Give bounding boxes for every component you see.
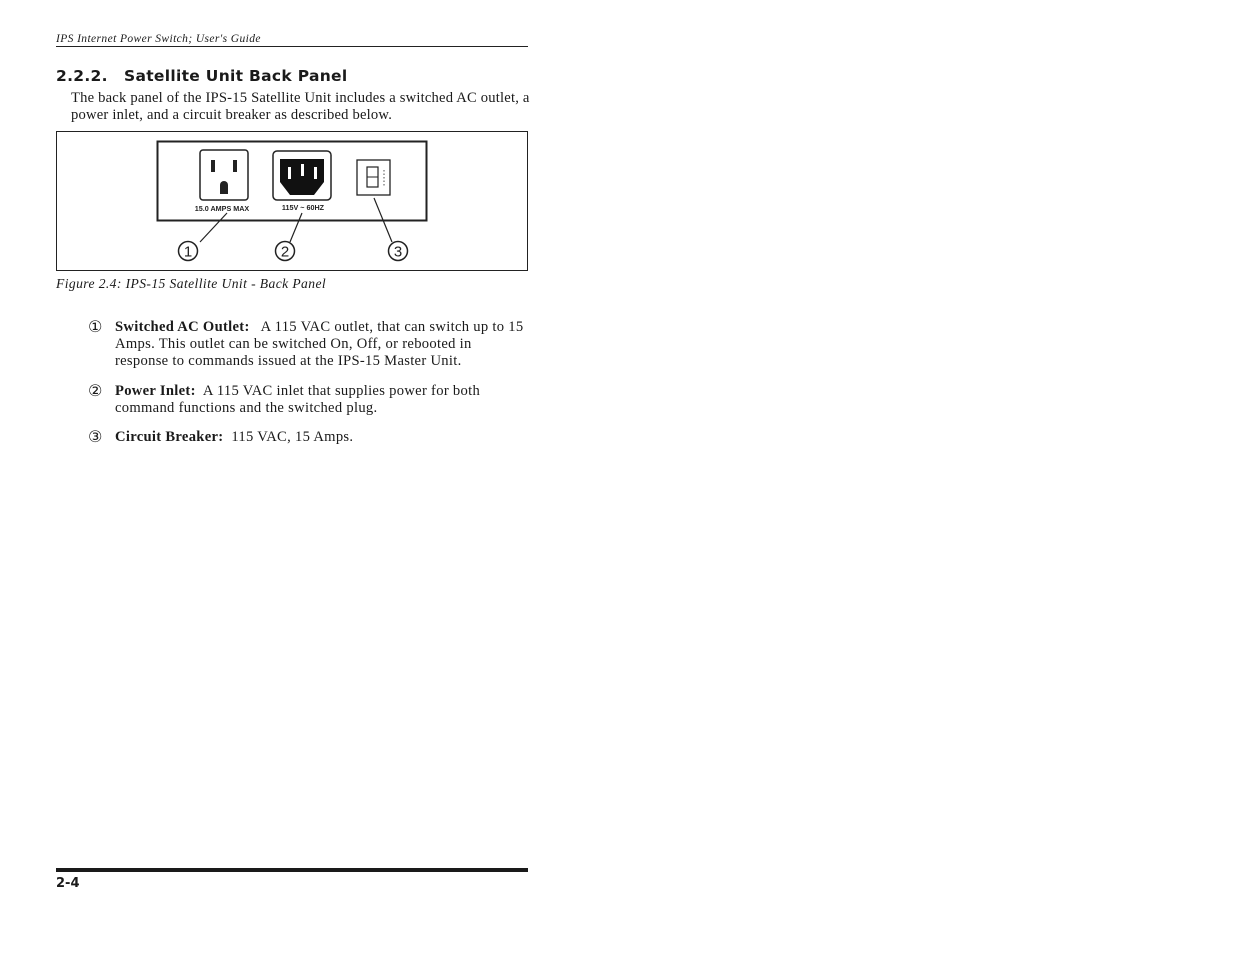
item-label: Switched AC Outlet: xyxy=(115,319,250,335)
running-header: IPS Internet Power Switch; User's Guide xyxy=(56,33,528,47)
intro-paragraph: The back panel of the IPS-15 Satellite Unit includes a switched AC outlet, a power inlet, and a circuit breaker as described below. xyxy=(71,90,530,123)
item-marker: ③ xyxy=(88,427,103,446)
section-number: 2.2.2. xyxy=(56,67,108,85)
svg-text:2: 2 xyxy=(280,243,290,261)
power-inlet-icon xyxy=(273,151,331,200)
list-item xyxy=(88,429,528,446)
callout-3 xyxy=(389,242,408,261)
item-label: Circuit Breaker: xyxy=(115,429,224,445)
outlet-label: 15.0 AMPS MAX xyxy=(194,204,250,213)
footer-rule xyxy=(56,868,528,872)
ac-outlet-icon xyxy=(200,150,248,200)
back-panel-figure xyxy=(56,131,528,271)
item-marker: ① xyxy=(88,317,103,336)
item-text: A 115 VAC outlet, that can switch up to 15 Amps. This outlet can be switched On, Off, or rebooted in response to commands issued at the IPS-15 Master Unit. xyxy=(115,319,524,369)
leader-line-1 xyxy=(200,213,227,242)
page-number: 2-4 xyxy=(56,876,80,891)
svg-text:3: 3 xyxy=(393,243,403,261)
item-text: 115 VAC, 15 Amps. xyxy=(231,429,354,445)
back-panel-diagram xyxy=(57,132,527,270)
section-title: Satellite Unit Back Panel xyxy=(124,67,348,85)
section-heading xyxy=(56,67,347,85)
leader-line-2 xyxy=(290,213,302,242)
inlet-label: 115V ~ 60HZ xyxy=(281,203,325,212)
callout-2 xyxy=(276,242,295,261)
svg-text:1: 1 xyxy=(183,243,193,261)
item-label: Power Inlet: xyxy=(115,383,196,399)
item-marker: ② xyxy=(88,381,103,400)
list-item xyxy=(88,319,528,370)
circuit-breaker-icon xyxy=(357,160,390,195)
list-item xyxy=(88,383,528,417)
item-text: A 115 VAC inlet that supplies power for both command functions and the switched plug. xyxy=(115,383,481,416)
figure-caption: Figure 2.4: IPS-15 Satellite Unit - Back Panel xyxy=(56,276,327,291)
callout-1 xyxy=(179,242,198,261)
